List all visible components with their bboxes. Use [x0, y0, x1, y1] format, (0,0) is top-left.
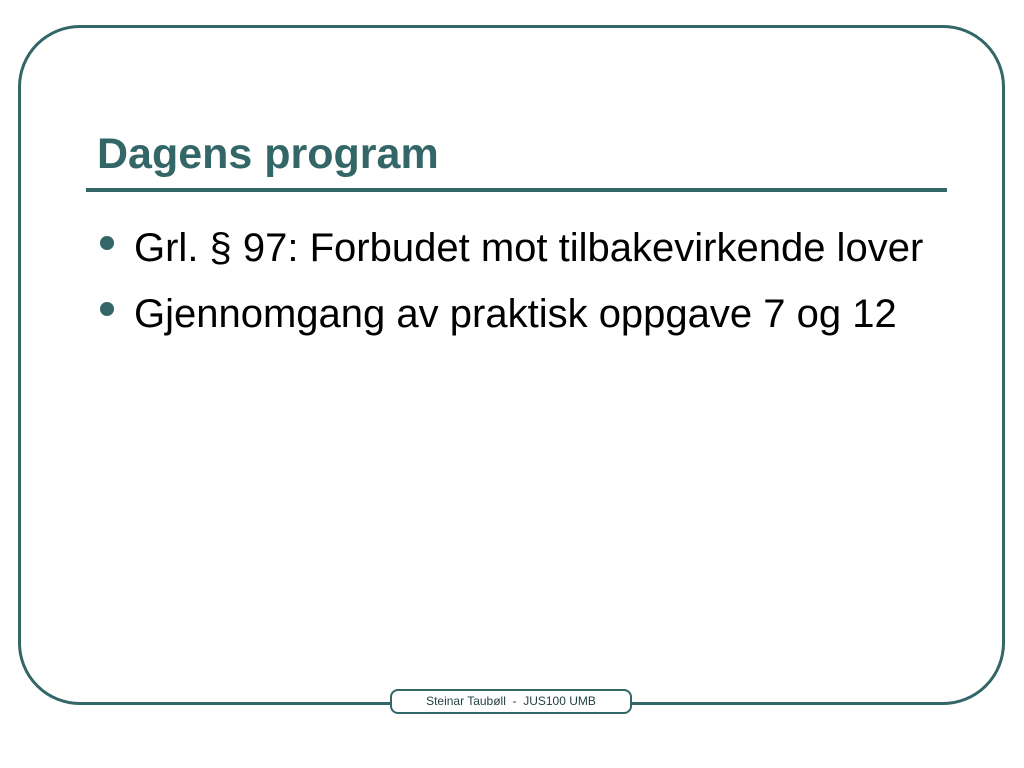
bullet-item [96, 222, 996, 274]
title-underline [86, 188, 947, 192]
slide-title: Dagens program [97, 130, 439, 178]
bullet-text: Grl. § 97: Forbudet mot tilbakevirkende lover [134, 226, 924, 270]
footer-label: Steinar Taubøll - JUS100 UMB [390, 689, 632, 714]
bullet-text: Gjennomgang av praktisk oppgave 7 og 12 [134, 292, 897, 336]
bullet-icon [100, 236, 114, 250]
bullet-list [96, 222, 996, 354]
bullet-item [96, 288, 996, 340]
slide-frame [18, 25, 1005, 705]
bullet-icon [100, 302, 114, 316]
